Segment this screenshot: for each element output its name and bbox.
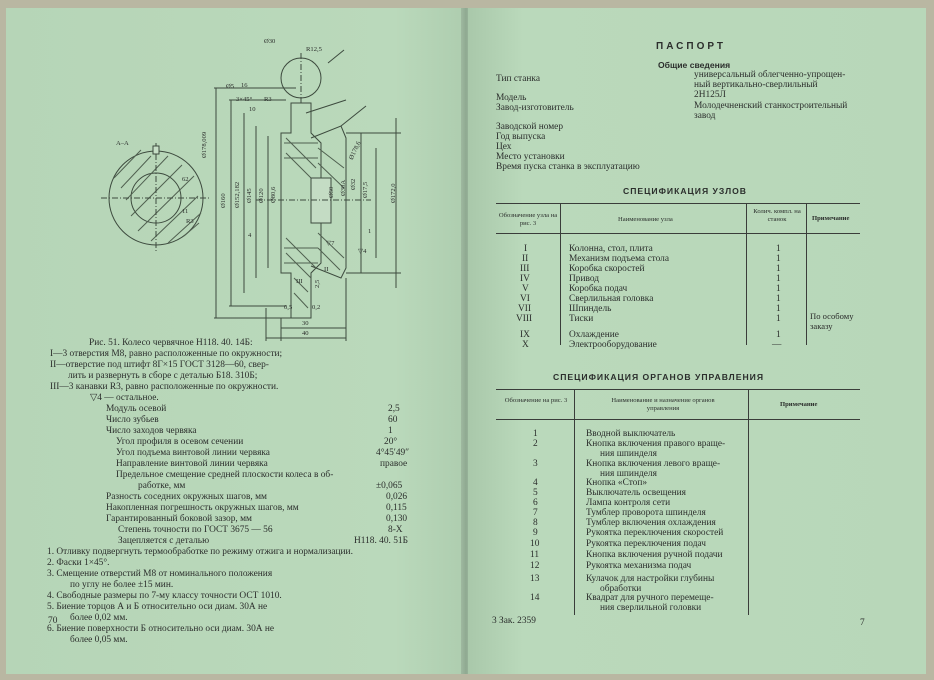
general-label: Завод-изготовитель <box>496 103 574 113</box>
control-name: Кнопка «Стоп» <box>586 478 648 488</box>
control-code: 12 <box>530 561 540 571</box>
general-value: универсальный облегченно-упрощен- <box>694 70 846 80</box>
dim-label: Ø30A <box>340 179 347 196</box>
param-value: 4°45′49″ <box>376 448 410 458</box>
units-spec-title: СПЕЦИФИКАЦИЯ УЗЛОВ <box>623 186 747 196</box>
note-line: лить и развернуть в сборе с деталью Б18. 310Б; <box>68 371 258 381</box>
control-name: Кнопка включения ручной подачи <box>586 550 723 560</box>
param-name: Степень точности по ГОСТ 3675 — 56 <box>118 525 273 535</box>
control-code: 3 <box>533 459 538 469</box>
unit-code: V <box>522 284 529 294</box>
dim-label: 16 <box>241 82 248 89</box>
param-value: 60 <box>388 415 398 425</box>
param-name: Модуль осевой <box>106 404 167 414</box>
unit-qty: 1 <box>776 314 781 324</box>
param-value: 20° <box>384 437 398 447</box>
dim-label: Ø5 <box>226 83 235 90</box>
general-label: Время пуска станка в эксплуатацию <box>496 162 640 172</box>
unit-name: Тиски <box>569 314 594 324</box>
requirement-line: по углу не более ±15 мин. <box>70 580 174 590</box>
param-name: Предельное смещение средней плоскости колеса в об- <box>116 470 334 480</box>
dim-label: Ø152,182 <box>234 181 241 208</box>
control-code: 13 <box>530 574 540 584</box>
dim-label: Ø50 <box>328 186 335 198</box>
dim-label: ▽4 <box>358 248 367 255</box>
general-label: Заводской номер <box>496 122 564 132</box>
dim-label: 3×45° <box>236 96 253 103</box>
dim-label: 30 <box>302 320 309 327</box>
general-label: Место установки <box>496 152 565 162</box>
dim-label: ▽7 <box>326 240 335 247</box>
dim-label: R3 <box>186 218 194 225</box>
unit-qty: 1 <box>776 254 781 264</box>
unit-qty: 1 <box>776 304 781 314</box>
dim-label: Ø160 <box>220 193 227 208</box>
dim-label: Ø32 <box>350 178 357 190</box>
dim-label: Ø178,6 <box>348 140 363 161</box>
requirement-line: 5. Биение торцов А и Б относительно оси диам. 30А не <box>47 602 268 612</box>
unit-code: VIII <box>516 314 533 324</box>
control-code: 5 <box>533 488 538 498</box>
unit-note: По особому заказу <box>810 311 854 331</box>
requirement-line: 6. Биение поверхности Б относительно оси диам. 30А не <box>47 624 275 634</box>
general-value: Молодечненский станкостроительный <box>694 101 848 111</box>
general-info-subtitle: Общие сведения <box>658 60 731 70</box>
general-value: ный вертикально-сверлильный <box>694 80 818 90</box>
general-value: 2Н125Л <box>694 90 726 100</box>
param-value: правое <box>380 459 408 469</box>
control-name: обработки <box>600 584 642 594</box>
dim-label: Ø17,5 <box>362 181 369 198</box>
param-value: Н118. 40. 51Б <box>354 536 408 546</box>
unit-qty: 1 <box>776 294 781 304</box>
control-name: Кнопка включения правого враще- <box>586 439 726 449</box>
control-name: Тумблер проворота шпинделя <box>586 508 706 518</box>
note-line: I—3 отверстия М8, равно расположенные по окружности; <box>50 349 283 359</box>
param-value: 0,026 <box>386 492 408 502</box>
dim-label: R3 <box>264 96 272 103</box>
units-col-name: Наименование узла <box>618 216 673 223</box>
control-name: Кнопка включения левого враще- <box>586 459 721 469</box>
dim-label: Ø145 <box>246 188 253 203</box>
unit-name: Охлаждение <box>569 330 619 340</box>
param-value: 1 <box>388 426 393 436</box>
control-name: ния шпинделя <box>600 469 657 479</box>
requirement-line: 2. Фаски 1×45°. <box>47 558 110 568</box>
control-name: ния шпинделя <box>600 449 657 459</box>
dim-label: III <box>296 278 303 285</box>
unit-qty: 1 <box>776 284 781 294</box>
dim-label: Ø120 <box>258 188 265 203</box>
unit-qty: 1 <box>776 264 781 274</box>
unit-name: Шпиндель <box>569 304 612 314</box>
controls-col-name: Наименование и назначение органов управления <box>611 397 715 412</box>
control-name: Рукоятка механизма подач <box>586 561 692 571</box>
unit-code: VI <box>520 294 530 304</box>
unit-code: IV <box>520 274 530 284</box>
unit-name: Коробка подач <box>569 284 628 294</box>
unit-code: III <box>520 264 530 274</box>
requirement-line: более 0,02 мм. <box>70 613 128 623</box>
unit-name: Сверлильная головка <box>569 294 654 304</box>
general-label: Тип станка <box>496 74 540 84</box>
dim-label: Ø178,009 <box>201 131 208 158</box>
right-page <box>468 8 926 674</box>
units-col-code: Обозначение узла на рис. 3 <box>498 212 558 227</box>
unit-qty: — <box>772 340 782 350</box>
param-name: Угол профиля в осевом сечении <box>116 437 244 447</box>
units-col-qty: Колич. компл. на станок <box>753 208 801 223</box>
dim-label: 2,5 <box>314 279 321 288</box>
unit-name: Механизм подъема стола <box>569 254 669 264</box>
param-name: Число зубьев <box>106 415 159 425</box>
note-line: II—отверстие под штифт 8Г×15 ГОСТ 3128—60, свер- <box>50 360 269 370</box>
note-line: III—3 канавки R3, равно расположенные по окружности. <box>50 382 279 392</box>
dim-label: 0,2 <box>312 304 321 311</box>
requirement-line: 3. Смещение отверстий М8 от номинального положения <box>47 569 273 579</box>
control-code: 6 <box>533 498 538 508</box>
param-name: работке, мм <box>138 481 186 491</box>
control-code: 10 <box>530 539 540 549</box>
param-name: Число заходов червяка <box>106 426 197 436</box>
control-code: 9 <box>533 528 538 538</box>
note-line: ▽4 — остальное. <box>90 393 159 403</box>
param-name: Разность соседних окружных шагов, мм <box>106 492 267 502</box>
left-page <box>6 8 464 674</box>
unit-code: I <box>524 244 528 254</box>
control-name: ния сверлильной головки <box>600 603 702 613</box>
requirement-line: более 0,05 мм. <box>70 635 128 645</box>
param-value: 0,130 <box>386 514 408 524</box>
control-name: Вводной выключатель <box>586 429 676 439</box>
requirement-line: 4. Свободные размеры по 7-му классу точности ОСТ 1010. <box>47 591 282 601</box>
requirement-line: 1. Отливку подвергнуть термообработке по режиму отжига и нормализации. <box>47 547 353 557</box>
general-value: завод <box>694 111 716 121</box>
units-col-note: Примечание <box>812 215 850 222</box>
control-code: 7 <box>533 508 538 518</box>
control-code: 14 <box>530 593 540 603</box>
param-value: 2,5 <box>388 404 400 414</box>
param-name: Гарантированный боковой зазор, мм <box>106 514 252 524</box>
dim-label: R12,5 <box>306 46 322 53</box>
general-label: Цех <box>496 142 512 152</box>
param-name: Зацепляется с деталью <box>118 536 210 546</box>
param-name: Угол подъема винтовой линии червяка <box>116 448 270 458</box>
dim-label: 62 <box>182 176 189 183</box>
param-value: 8-Х <box>388 525 403 535</box>
general-label: Модель <box>496 93 527 103</box>
unit-code: X <box>522 340 529 350</box>
controls-col-code: Обозначение на рис. 3 <box>504 397 568 404</box>
param-name: Направление винтовой линии червяка <box>116 459 268 469</box>
dim-label: Ø80,6 <box>270 186 277 203</box>
control-name: Тумблер включения охлаждения <box>586 518 716 528</box>
unit-code: IX <box>520 330 530 340</box>
dim-label: 11 <box>182 208 189 215</box>
control-name: Рукоятка переключения скоростей <box>586 528 724 538</box>
page-number-right: 7 <box>860 618 865 628</box>
general-label: Год выпуска <box>496 132 546 142</box>
param-value: ±0,065 <box>376 481 403 491</box>
unit-qty: 1 <box>776 244 781 254</box>
control-name: Квадрат для ручного перемеще- <box>586 593 714 603</box>
controls-col-note: Примечание <box>780 401 818 408</box>
unit-qty: 1 <box>776 274 781 284</box>
unit-name: Коробка скоростей <box>569 264 645 274</box>
control-code: 2 <box>533 439 538 449</box>
param-value: 0,115 <box>386 503 407 513</box>
dim-label: 40 <box>302 330 309 337</box>
dim-label: Ø30 <box>264 38 276 45</box>
control-code: 8 <box>533 518 538 528</box>
dim-label: 0,5 <box>284 304 293 311</box>
control-code: 1 <box>533 429 538 439</box>
dim-label: 4 <box>248 232 252 239</box>
unit-qty: 1 <box>776 330 781 340</box>
unit-code: II <box>522 254 529 264</box>
control-code: 11 <box>530 550 540 560</box>
page-number-left: 70 <box>48 616 58 626</box>
dim-label: 1 <box>368 228 372 235</box>
passport-title: ПАСПОРТ <box>656 41 726 52</box>
controls-spec-title: СПЕЦИФИКАЦИЯ ОРГАНОВ УПРАВЛЕНИЯ <box>553 372 765 382</box>
dim-label: 10 <box>249 106 256 113</box>
dim-label: II <box>324 266 329 273</box>
control-name: Выключатель освещения <box>586 488 686 498</box>
figure-caption: Рис. 51. Колесо червячное Н118. 40. 14Б: <box>89 338 253 348</box>
param-name: Накопленная погрешность окружных шагов, мм <box>106 503 299 513</box>
dim-label: Ø172,0 <box>390 183 397 203</box>
unit-name: Колонна, стол, плита <box>569 244 653 254</box>
footer-order: 3 Зак. 2359 <box>492 616 536 626</box>
control-name: Лампа контроля сети <box>586 498 671 508</box>
unit-code: VII <box>518 304 532 314</box>
control-name: Рукоятка переключения подач <box>586 539 706 549</box>
control-code: 4 <box>533 478 538 488</box>
control-name: Кулачок для настройки глубины <box>586 574 715 584</box>
unit-name: Электрооборудование <box>569 340 657 350</box>
unit-name: Привод <box>569 274 600 284</box>
section-label: А–А <box>116 140 129 147</box>
